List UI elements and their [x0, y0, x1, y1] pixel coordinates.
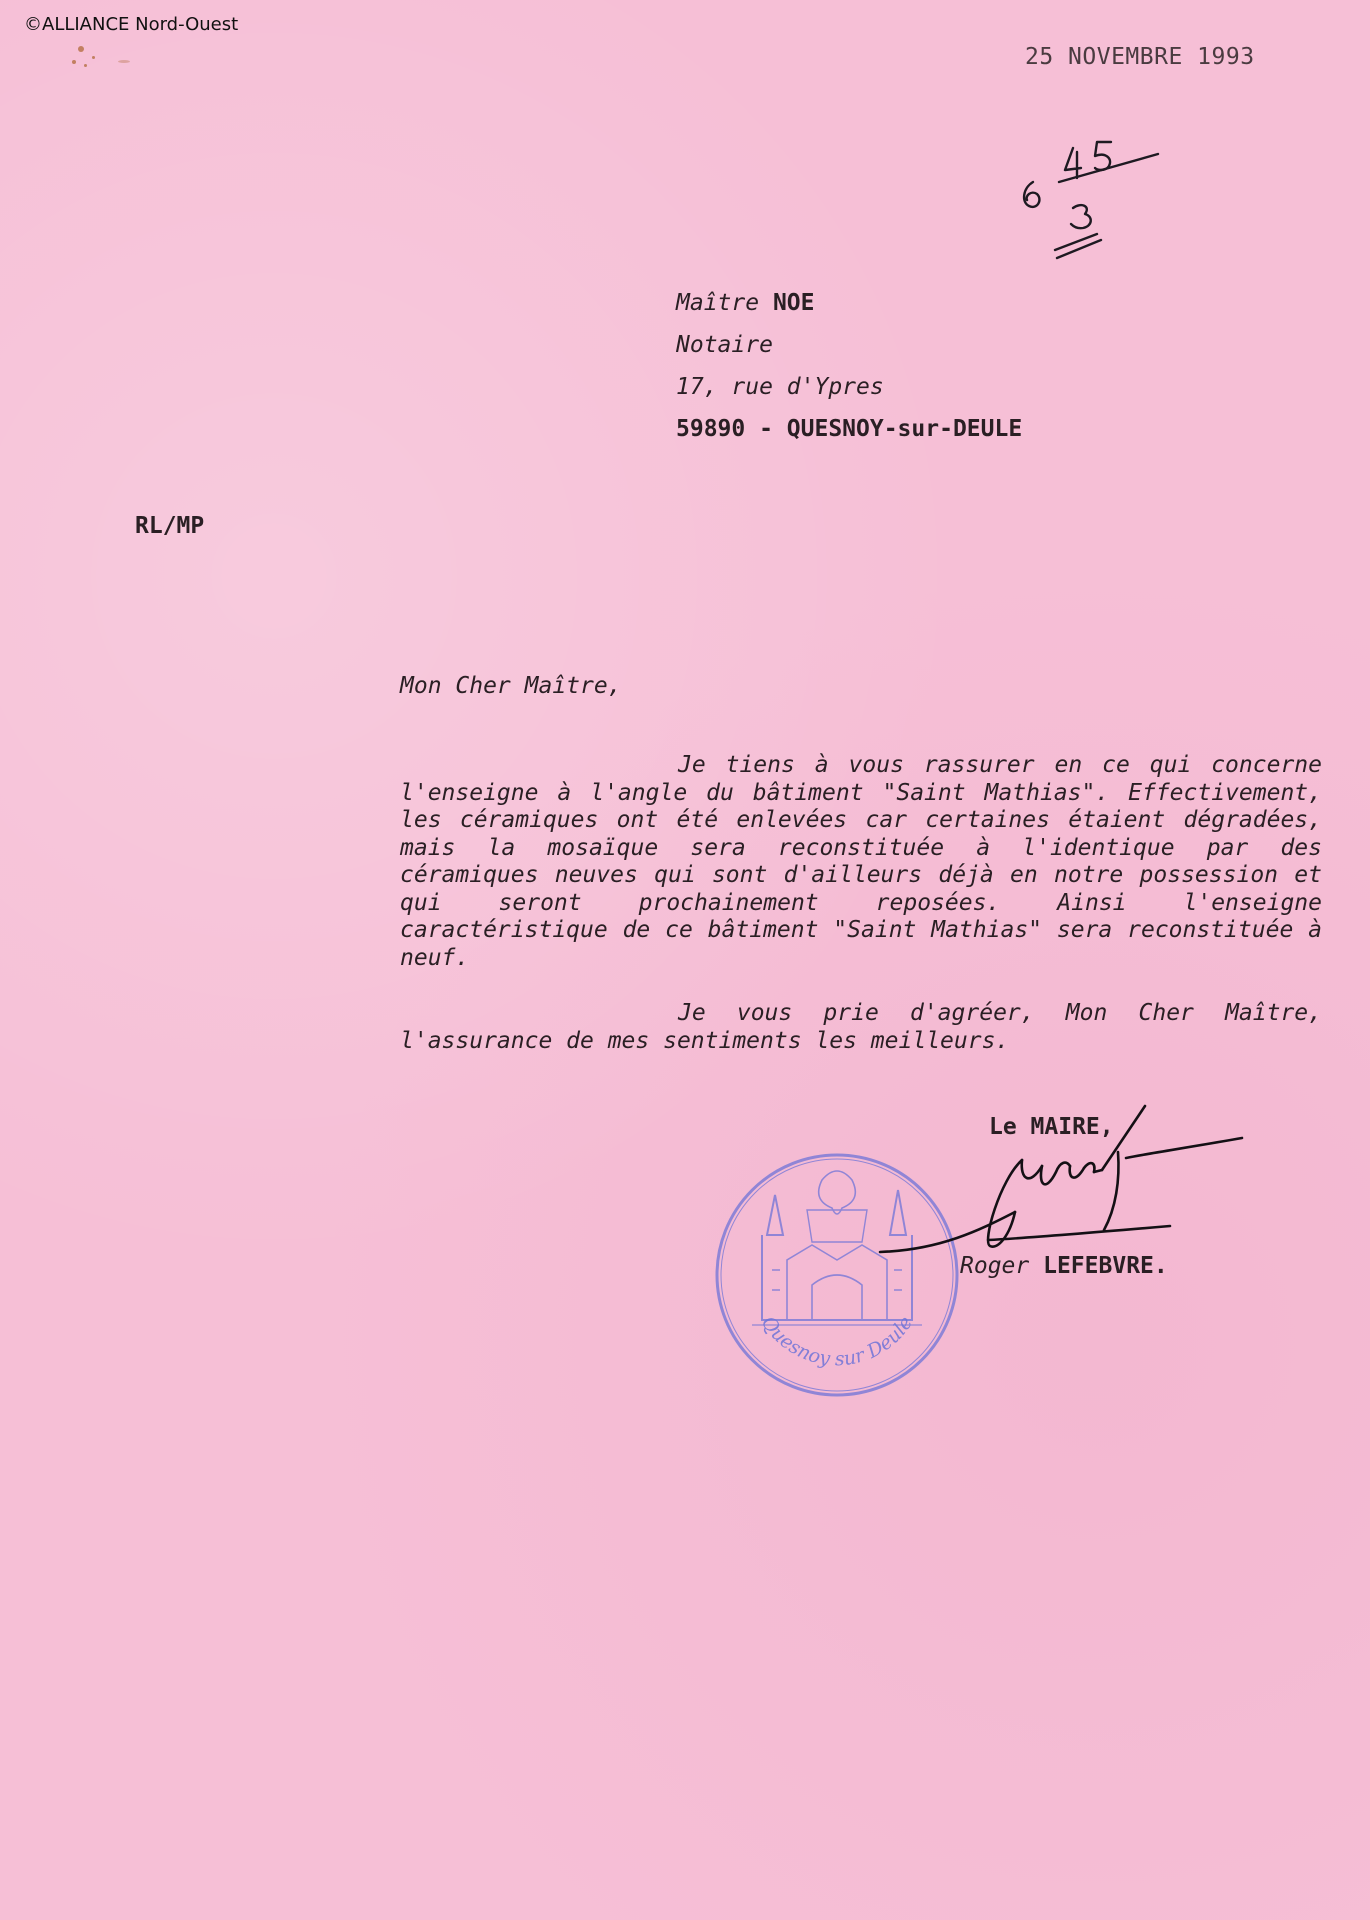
addressee-line-3: 17, rue d'Ypres	[676, 374, 884, 400]
signatory-last-name: LEFEBVRE.	[1043, 1253, 1168, 1279]
salutation: Mon Cher Maître,	[400, 673, 622, 699]
addressee-name: NOE	[772, 290, 815, 316]
copyright-label: ©ALLIANCE Nord-Ouest	[24, 14, 239, 35]
signatory-first-name: Roger	[960, 1253, 1030, 1279]
addressee-block	[676, 282, 1022, 450]
stamp-text: Quesnoy sur Deule	[756, 1312, 918, 1371]
addressee-title: Maître	[676, 290, 760, 316]
body-paragraph-1: Je tiens à vous rassurer en ce qui concerne l'enseigne à l'angle du bâtiment "Saint Mathias". Effectivement, les céramiques ont été enlevées car certaines étaient dégradées, mais la mosaïque sera reconstituée à l'identique par des céramiques neuves qui sont d'ailleurs déjà en notre possession et qui seront prochainement reposées. Ainsi l'enseigne caractéristique de ce bâtiment "Saint Mathias" sera reconstituée à neuf.	[400, 752, 1322, 971]
addressee-line-1	[676, 282, 1022, 324]
body-paragraph-2: Je vous prie d'agréer, Mon Cher Maître, l'assurance de mes sentiments les meilleurs.	[400, 1000, 1322, 1054]
handwritten-note	[1015, 130, 1185, 270]
letter-date: 25 NOVEMBRE 1993	[1025, 44, 1255, 70]
addressee-line-4: 59890 - QUESNOY-sur-DEULE	[676, 416, 1023, 442]
addressee-line-2: Notaire	[676, 332, 773, 358]
signatory-title: Le MAIRE,	[989, 1114, 1114, 1140]
handwritten-signature	[870, 1100, 1250, 1300]
reference-initials: RL/MP	[135, 513, 205, 539]
